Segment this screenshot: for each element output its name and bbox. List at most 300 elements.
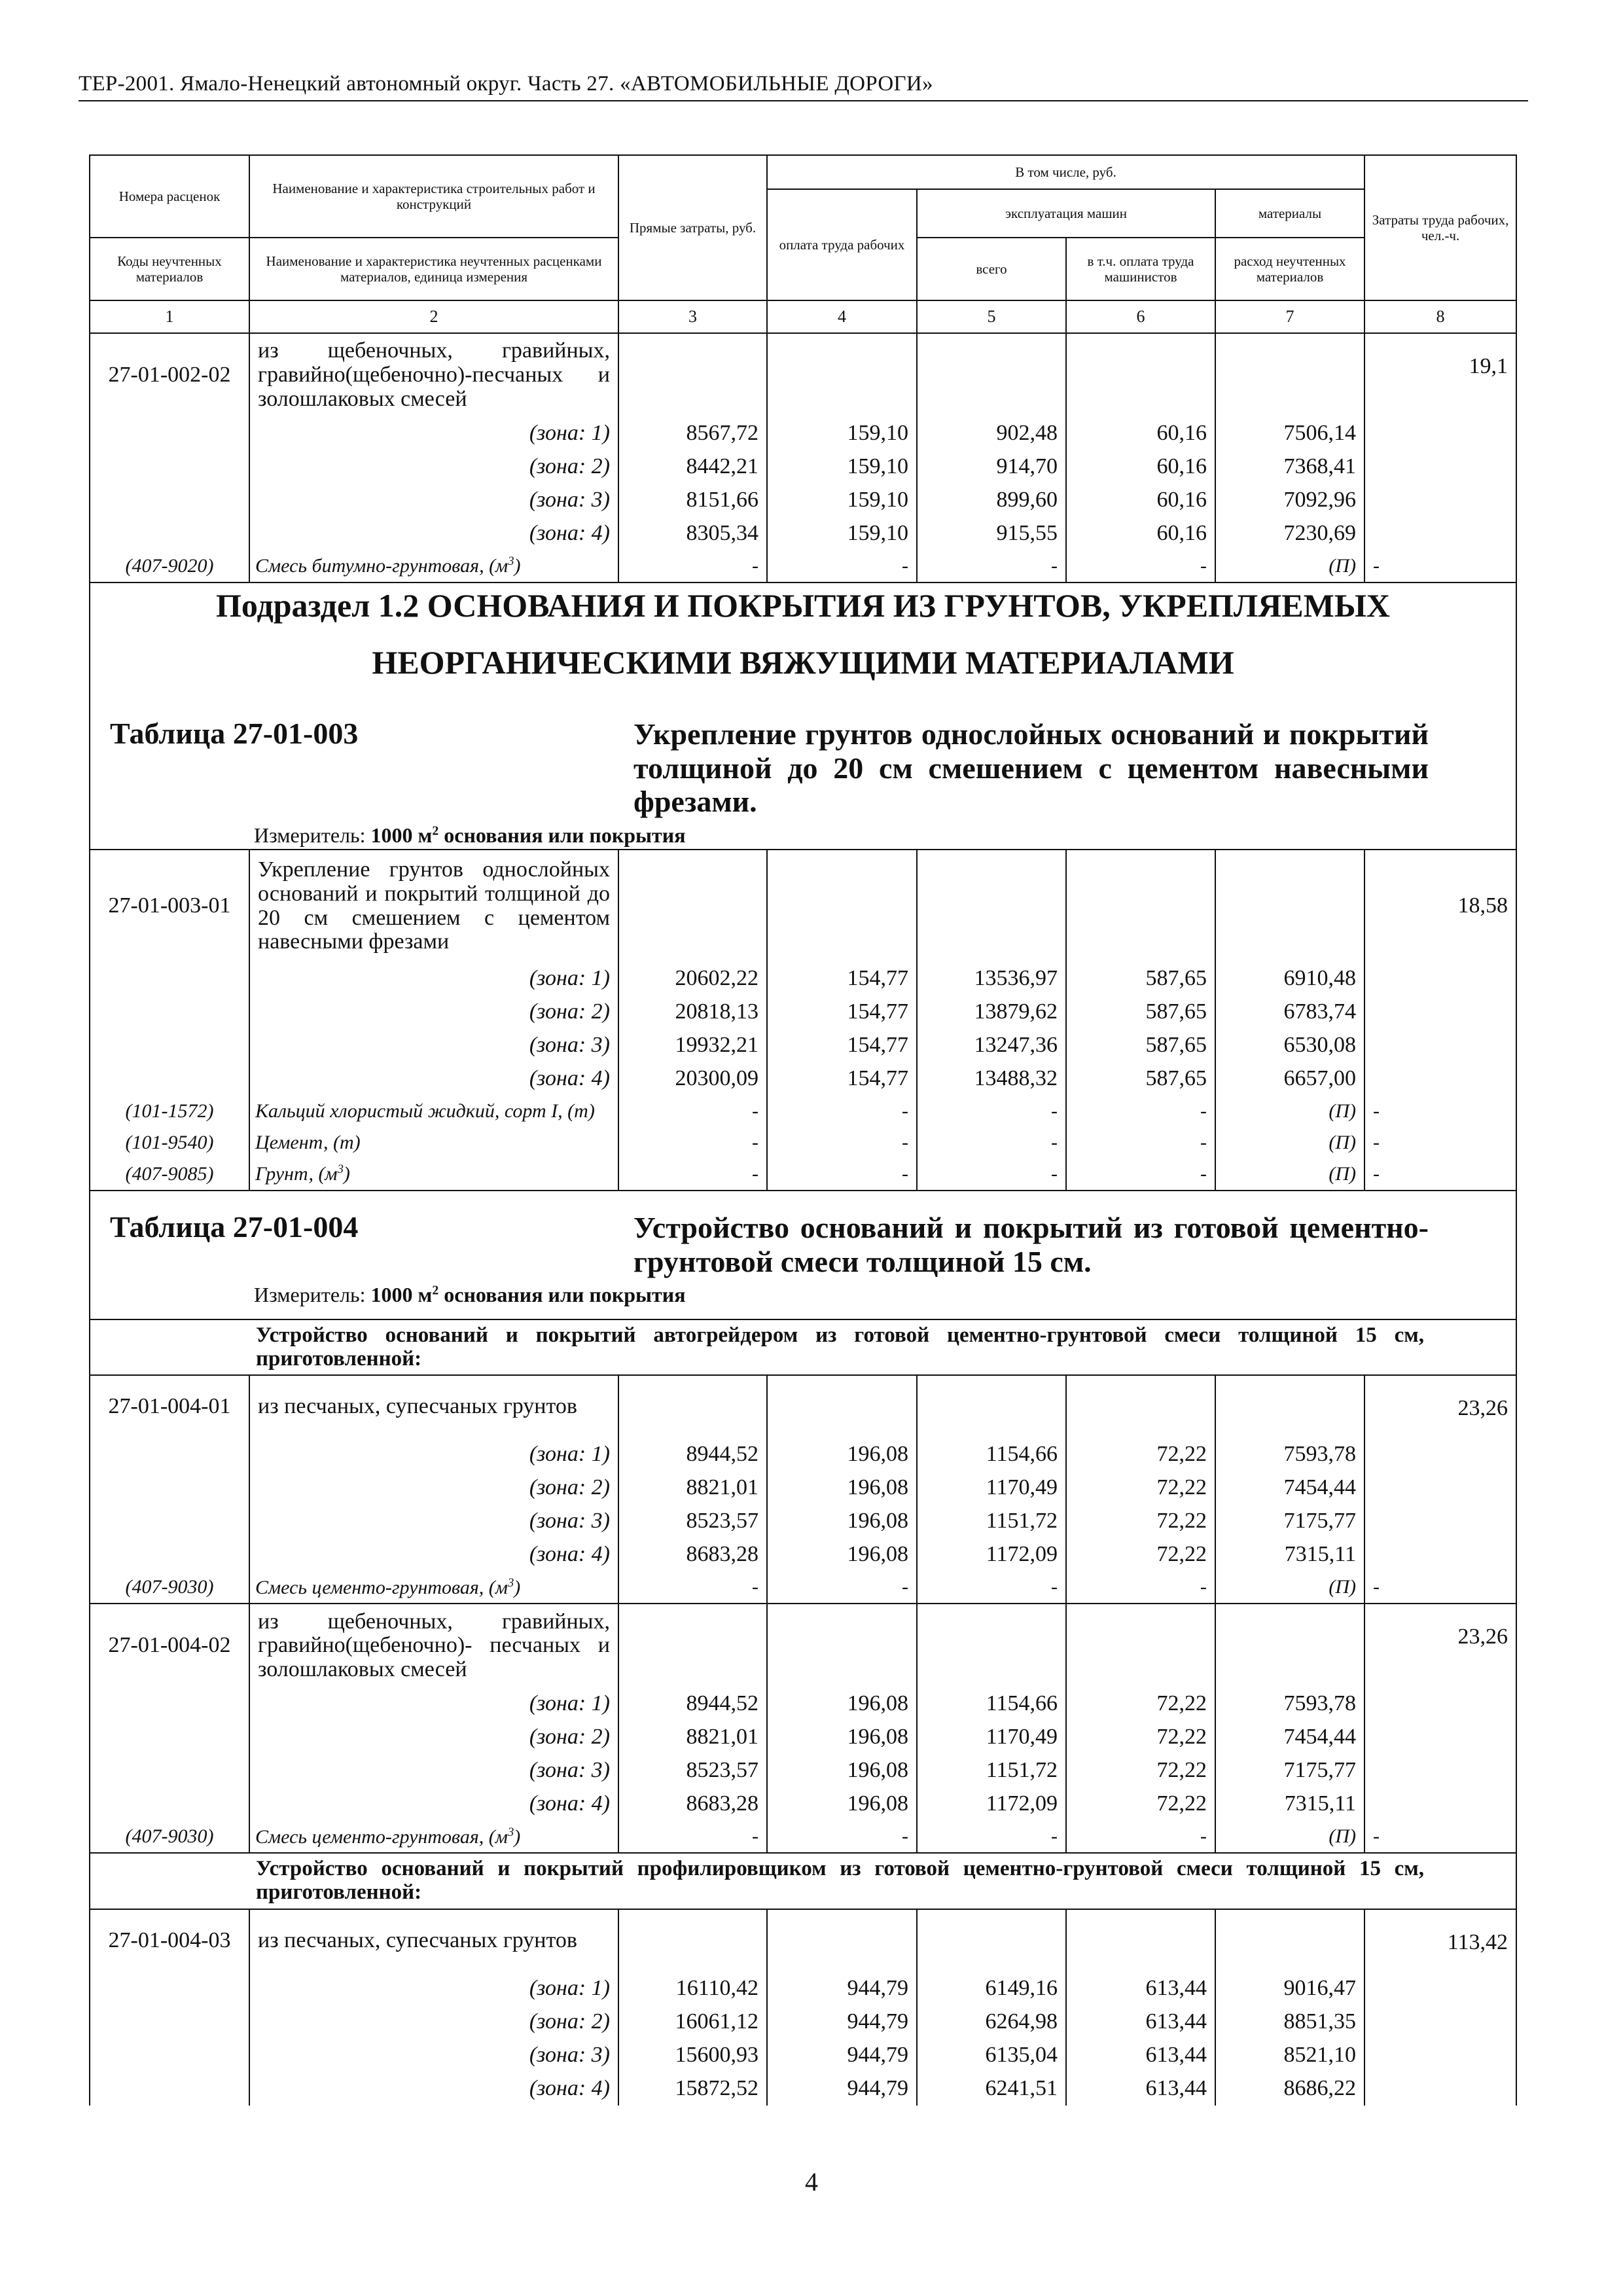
dash-cell: - [917,1571,1066,1604]
worker-wage: 154,77 [767,1062,917,1096]
machine-cost: 13536,97 [917,962,1066,996]
empty-cell [917,850,1066,962]
direct-cost: 8523,57 [618,1754,767,1787]
empty-cell [1364,962,1516,996]
zone-label: (зона: 2) [249,1721,618,1754]
zone-row [90,1687,1516,1721]
table004-heading-block-cell [90,1191,1516,1319]
empty-cell [1215,1909,1364,1972]
worker-wage: 944,79 [767,1972,917,2005]
material-resource-row [90,1096,1516,1127]
table-code: Таблица 27-01-004 [110,1210,359,1244]
material-unit-close: ) [514,1825,521,1848]
machine-cost: 6135,04 [917,2039,1066,2072]
material-name-text: Кальций хлористый жидкий, сорт I, (т) [255,1100,595,1122]
col6-header: в т.ч. оплата труда машинистов [1066,238,1215,300]
direct-cost: 8944,52 [618,1438,767,1471]
material-resource-row [90,1158,1516,1191]
empty-cell [1364,1754,1516,1787]
rate-name: из песчаных, супесчаных грунтов [249,1375,618,1438]
direct-cost: 15600,93 [618,2039,767,2072]
worker-wage: 154,77 [767,962,917,996]
material-name [249,1096,618,1127]
machine-cost: 902,48 [917,417,1066,450]
material-cost: 8521,10 [1215,2039,1364,2072]
empty-cell [618,850,767,962]
machine-cost: 6149,16 [917,1972,1066,2005]
direct-cost: 8683,28 [618,1538,767,1571]
machine-cost: 1154,66 [917,1438,1066,1471]
material-cost: 7368,41 [1215,450,1364,484]
material-cost: 7315,11 [1215,1787,1364,1821]
empty-cell [90,1029,249,1062]
machine-cost: 899,60 [917,484,1066,517]
rate-code: 27-01-004-01 [90,1375,249,1438]
dash-cell: - [767,550,917,583]
worker-wage: 944,79 [767,2005,917,2039]
dash-cell: - [767,1821,917,1853]
dash-cell: - [618,1821,767,1853]
material-cost: 7454,44 [1215,1471,1364,1505]
machine-cost: 1172,09 [917,1787,1066,1821]
p-mark: (П) [1215,1127,1364,1158]
rates-table-frame [89,154,1516,2106]
empty-cell [618,1909,767,1972]
zone-row [90,962,1516,996]
empty-cell [1364,450,1516,484]
machinist-wage: 613,44 [1066,2072,1215,2106]
measure-value: 1000 м [370,1283,433,1307]
rate-code: 27-01-004-02 [90,1604,249,1687]
zone-row [90,1972,1516,2005]
direct-cost: 15872,52 [618,2072,767,2106]
empty-cell [1215,333,1364,417]
empty-cell [90,1319,249,1375]
empty-cell [618,1604,767,1687]
zone-label: (зона: 1) [249,1972,618,2005]
empty-cell [1215,1375,1364,1438]
column-number: 4 [767,300,917,333]
subsection-block-cell [90,583,1516,850]
zone-label: (зона: 4) [249,1538,618,1571]
worker-wage: 159,10 [767,417,917,450]
machine-cost: 914,70 [917,450,1066,484]
material-code: (407-9085) [90,1158,249,1191]
col5-header: всего [917,238,1066,300]
dash-cell: - [618,1158,767,1191]
material-code: (407-9030) [90,1821,249,1853]
zone-row [90,2005,1516,2039]
machinist-wage: 613,44 [1066,2039,1215,2072]
measure-sup: 2 [432,823,439,838]
rate-code: 27-01-003-01 [90,850,249,962]
machine-cost: 1154,66 [917,1687,1066,1721]
material-resource-row [90,1127,1516,1158]
dash-cell: - [1066,1096,1215,1127]
material-name [249,1127,618,1158]
empty-cell [1066,1909,1215,1972]
material-name [249,550,618,583]
labor-cost: 23,26 [1364,1604,1516,1687]
rates-table [89,154,1517,2106]
material-cost: 7175,77 [1215,1754,1364,1787]
dash-cell: - [1364,1127,1516,1158]
subsection-block [90,583,1516,850]
empty-cell [90,1062,249,1096]
empty-cell [90,484,249,517]
dash-cell: - [767,1127,917,1158]
column-number: 1 [90,300,249,333]
worker-wage: 154,77 [767,1029,917,1062]
measure-rest: основания или покрытия [444,823,686,847]
zone-row [90,1062,1516,1096]
empty-cell [90,1721,249,1754]
machinist-wage: 587,65 [1066,962,1215,996]
material-name-text: Смесь цементо-грунтовая, (м [255,1576,508,1598]
rate-name: из щебеночных, гравийных, гравийно(щебеночно)- песчаных и золошлаковых смесей [249,1604,618,1687]
worker-wage: 159,10 [767,484,917,517]
material-cost: 6530,08 [1215,1029,1364,1062]
empty-cell [1364,1471,1516,1505]
material-cost: 6910,48 [1215,962,1364,996]
material-cost: 7593,78 [1215,1438,1364,1471]
rate-item-row [90,850,1516,962]
rate-item-row [90,333,1516,417]
direct-cost: 19932,21 [618,1029,767,1062]
material-name-text: Грунт, (м [255,1163,338,1185]
dash-cell: - [917,1821,1066,1853]
direct-cost: 20818,13 [618,996,767,1029]
direct-cost: 8305,34 [618,517,767,550]
direct-cost: 16061,12 [618,2005,767,2039]
col1-header-bottom: Коды неучтенных материалов [90,238,249,300]
dash-cell: - [618,1571,767,1604]
material-cost: 7175,77 [1215,1505,1364,1538]
dash-cell: - [618,550,767,583]
machinist-wage: 72,22 [1066,1721,1215,1754]
material-cost: 7454,44 [1215,1721,1364,1754]
empty-cell [90,417,249,450]
machinist-wage: 72,22 [1066,1687,1215,1721]
machinist-wage: 60,16 [1066,417,1215,450]
material-unit-sup: 3 [508,554,514,569]
empty-cell [1364,1438,1516,1471]
direct-cost: 20602,22 [618,962,767,996]
zone-label: (зона: 3) [249,484,618,517]
column-number: 7 [1215,300,1364,333]
dash-cell: - [1066,1127,1215,1158]
empty-cell [1215,1604,1364,1687]
dash-cell: - [917,1096,1066,1127]
dash-cell: - [1364,1096,1516,1127]
dash-cell: - [1066,1158,1215,1191]
material-unit-close: ) [514,1576,521,1598]
worker-wage: 196,08 [767,1438,917,1471]
zone-row [90,450,1516,484]
machine-cost: 1170,49 [917,1471,1066,1505]
dash-cell: - [1364,550,1516,583]
empty-cell [1364,1538,1516,1571]
empty-cell [767,1909,917,1972]
empty-cell [90,996,249,1029]
col8-header: Затраты труда рабочих, чел.-ч. [1364,155,1516,300]
table-title: Устройство оснований и покрытий из готовой цементно-грунтовой смеси толщиной 15 см. [633,1211,1429,1278]
table003-heading-wrap [90,698,1516,849]
p-mark: (П) [1215,1096,1364,1127]
material-unit-close: ) [514,555,521,577]
worker-wage: 196,08 [767,1471,917,1505]
zone-label: (зона: 4) [249,2072,618,2106]
zone-label: (зона: 3) [249,1754,618,1787]
dash-cell: - [767,1571,917,1604]
rate-item-row [90,1375,1516,1438]
empty-cell [1364,2005,1516,2039]
dash-cell: - [767,1158,917,1191]
labor-cost: 19,1 [1364,333,1516,417]
rate-item-row [90,1604,1516,1687]
zone-row [90,1438,1516,1471]
material-name-text: Смесь битумно-грунтовая, (м [255,555,508,577]
worker-wage: 944,79 [767,2039,917,2072]
material-name-text: Смесь цементо-грунтовая, (м [255,1825,508,1848]
empty-cell [90,2072,249,2106]
material-unit-sup: 3 [507,1575,514,1590]
rate-item-row [90,1909,1516,1972]
empty-cell [90,1505,249,1538]
worker-wage: 196,08 [767,1687,917,1721]
column-number: 6 [1066,300,1215,333]
machine-cost: 1170,49 [917,1721,1066,1754]
empty-cell [1364,1062,1516,1096]
material-cost: 6783,74 [1215,996,1364,1029]
zone-label: (зона: 4) [249,1787,618,1821]
empty-cell [90,450,249,484]
measure-unit [90,819,1516,850]
dash-cell: - [917,1158,1066,1191]
zone-row [90,1505,1516,1538]
empty-cell [1364,417,1516,450]
empty-cell [917,1375,1066,1438]
column-numbers-row [90,300,1516,333]
rate-code: 27-01-002-02 [90,333,249,417]
zone-row [90,484,1516,517]
empty-cell [90,1438,249,1471]
col7-header: расход неучтенных материалов [1215,238,1364,300]
machinist-wage: 72,22 [1066,1471,1215,1505]
zone-label: (зона: 3) [249,1505,618,1538]
material-resource-row [90,550,1516,583]
zone-row [90,1538,1516,1571]
machinist-wage: 613,44 [1066,1972,1215,2005]
labor-cost: 23,26 [1364,1375,1516,1438]
section-title: Устройство оснований и покрытий автогрейдером из готовой цементно-грунтовой смеси толщиной 15 см, приготовленной: [249,1319,1516,1375]
document-header: ТЕР-2001. Ямало-Ненецкий автономный округ. Часть 27. «АВТОМОБИЛЬНЫЕ ДОРОГИ» [79,72,1528,101]
zone-label: (зона: 3) [249,1029,618,1062]
worker-wage: 196,08 [767,1721,917,1754]
zone-label: (зона: 4) [249,517,618,550]
machine-cost: 915,55 [917,517,1066,550]
empty-cell [1364,996,1516,1029]
worker-wage: 196,08 [767,1754,917,1787]
empty-cell [618,1375,767,1438]
zone-row [90,2072,1516,2106]
direct-cost: 8442,21 [618,450,767,484]
dash-cell: - [917,1127,1066,1158]
col3-header: Прямые затраты, руб. [618,155,767,300]
empty-cell [90,2005,249,2039]
column-number: 3 [618,300,767,333]
zone-label: (зона: 2) [249,1471,618,1505]
empty-cell [1066,333,1215,417]
direct-cost: 8523,57 [618,1505,767,1538]
machinist-wage: 60,16 [1066,517,1215,550]
rate-code: 27-01-004-03 [90,1909,249,1972]
empty-cell [90,1471,249,1505]
col2-header-bottom: Наименование и характеристика неучтенных расценками материалов, единица измерения [249,238,618,300]
empty-cell [618,333,767,417]
worker-wage: 159,10 [767,517,917,550]
empty-cell [767,850,917,962]
material-name-text: Цемент, (т) [255,1131,361,1153]
empty-cell [1364,2039,1516,2072]
direct-cost: 8821,01 [618,1471,767,1505]
machinist-wage: 587,65 [1066,1029,1215,1062]
empty-cell [917,333,1066,417]
section-title: Устройство оснований и покрытий профилировщиком из готовой цементно-грунтовой смеси толщиной 15 см, приготовленной: [249,1853,1516,1909]
p-mark: (П) [1215,1571,1364,1604]
material-name [249,1158,618,1191]
material-resource-row [90,1821,1516,1853]
column-number: 5 [917,300,1066,333]
empty-cell [90,1853,249,1909]
direct-cost: 8821,01 [618,1721,767,1754]
zone-label: (зона: 2) [249,450,618,484]
measure-value: 1000 м [370,823,433,847]
zone-row [90,1721,1516,1754]
empty-cell [1364,484,1516,517]
measure-label: Измеритель: [254,823,366,847]
material-name [249,1571,618,1604]
direct-cost: 8151,66 [618,484,767,517]
empty-cell [917,1909,1066,1972]
dash-cell: - [618,1096,767,1127]
materials-header: материалы [1215,189,1364,238]
dash-cell: - [1066,550,1215,583]
dash-cell: - [1364,1158,1516,1191]
worker-wage: 944,79 [767,2072,917,2106]
material-cost: 9016,47 [1215,1972,1364,2005]
material-unit-sup: 3 [507,1825,514,1839]
machine-cost: 6241,51 [917,2072,1066,2106]
dash-cell: - [1364,1571,1516,1604]
empty-cell [1066,850,1215,962]
rate-name: Укрепление грунтов однослойных оснований и покрытий толщиной до 20 см смешением с цементом навесными фрезами [249,850,618,962]
empty-cell [1364,1505,1516,1538]
measure-rest: основания или покрытия [444,1283,686,1307]
empty-cell [90,1754,249,1787]
empty-cell [90,2039,249,2072]
machinist-wage: 60,16 [1066,450,1215,484]
zone-row [90,517,1516,550]
empty-cell [767,1375,917,1438]
worker-wage: 196,08 [767,1538,917,1571]
material-unit-close: ) [343,1163,350,1185]
worker-wage: 154,77 [767,996,917,1029]
p-mark: (П) [1215,1158,1364,1191]
table-heading [90,1191,1516,1278]
dash-cell: - [1066,1571,1215,1604]
section-row [90,1853,1516,1909]
material-unit-sup: 3 [337,1162,344,1177]
empty-cell [90,962,249,996]
section-row [90,1319,1516,1375]
col4-header: оплата труда рабочих [767,189,917,300]
machinist-wage: 587,65 [1066,1062,1215,1096]
material-cost: 7315,11 [1215,1538,1364,1571]
machinist-wage: 60,16 [1066,484,1215,517]
empty-cell [1364,2072,1516,2106]
material-resource-row [90,1571,1516,1604]
direct-cost: 8683,28 [618,1787,767,1821]
dash-cell: - [767,1096,917,1127]
machinist-wage: 72,22 [1066,1538,1215,1571]
zone-row [90,996,1516,1029]
machine-cost: 13879,62 [917,996,1066,1029]
rate-name: из песчаных, супесчаных грунтов [249,1909,618,1972]
machines-header: эксплуатация машин [917,189,1215,238]
machinist-wage: 72,22 [1066,1438,1215,1471]
measure-unit [90,1278,1516,1309]
labor-cost: 113,42 [1364,1909,1516,1972]
empty-cell [1364,1029,1516,1062]
measure-sup: 2 [432,1283,439,1298]
empty-cell [90,1787,249,1821]
material-code: (101-9540) [90,1127,249,1158]
direct-cost: 20300,09 [618,1062,767,1096]
zone-label: (зона: 1) [249,417,618,450]
material-code: (407-9020) [90,550,249,583]
column-number: 2 [249,300,618,333]
dash-cell: - [618,1127,767,1158]
p-mark: (П) [1215,550,1364,583]
empty-cell [1364,1787,1516,1821]
zone-label: (зона: 2) [249,2005,618,2039]
table-code: Таблица 27-01-003 [110,717,359,750]
empty-cell [1364,1721,1516,1754]
zone-row [90,1787,1516,1821]
dash-cell: - [917,550,1066,583]
in-total-header: В том числе, руб. [767,155,1364,189]
zone-row [90,1754,1516,1787]
empty-cell [1364,1687,1516,1721]
worker-wage: 159,10 [767,450,917,484]
material-cost: 7506,14 [1215,417,1364,450]
zone-row [90,417,1516,450]
material-cost: 7092,96 [1215,484,1364,517]
material-cost: 7230,69 [1215,517,1364,550]
zone-row [90,2039,1516,2072]
empty-cell [1364,517,1516,550]
zone-label: (зона: 1) [249,962,618,996]
material-cost: 8851,35 [1215,2005,1364,2039]
material-code: (407-9030) [90,1571,249,1604]
material-name [249,1821,618,1853]
machinist-wage: 613,44 [1066,2005,1215,2039]
direct-cost: 16110,42 [618,1972,767,2005]
machine-cost: 1151,72 [917,1505,1066,1538]
worker-wage: 196,08 [767,1787,917,1821]
page-number: 4 [805,2167,818,2197]
